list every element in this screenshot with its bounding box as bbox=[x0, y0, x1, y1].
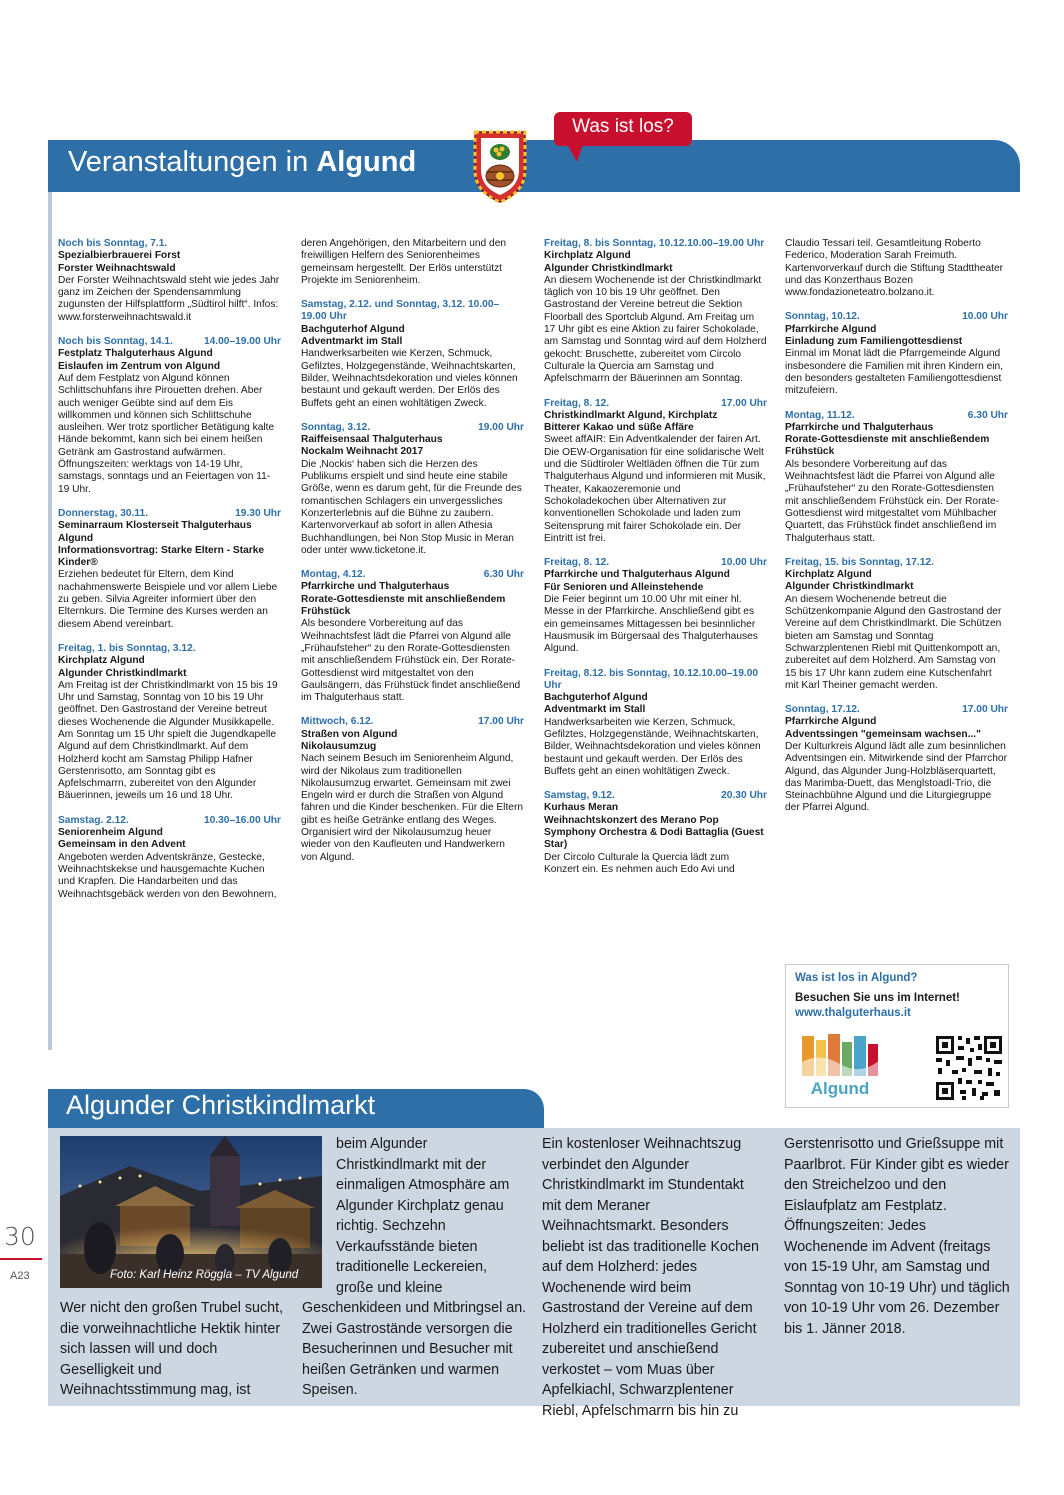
event-title: Eislaufen im Zentrum von Algund bbox=[58, 360, 221, 372]
event-title: Nikolausumzug bbox=[301, 740, 377, 752]
event-description: Am Freitag ist der Christkindlmarkt von 15 bis 19 Uhr und Samstag, Sonntag von 10 bis 19 Uhr geöffnet. Den Gastrostand der Vereine betreut dieses Wochenende die Algunder Musikkapelle. Am Sonntag um 15 Uhr spielt die Jugendkapelle Algund auf dem Christkindlmarkt. Auf dem Holzherd kocht am Samstag Philipp Hafner Gerstenrisotto, am Sonntag gibt es Apfelschmarrn, zubereitet von den Algunder Bäuerinnen, jeweils um 16 und 18 Uhr. bbox=[58, 679, 278, 802]
event-date-row bbox=[544, 668, 767, 693]
christkindlmarkt-photo bbox=[60, 1136, 322, 1288]
event-title: Adventmarkt im Stall bbox=[544, 704, 646, 716]
event-location: Pfarrkirche Algund bbox=[785, 323, 877, 335]
event-description: Der Kulturkreis Algund lädt alle zum besinnlichen Adventsingen ein. Mitwirkende sind der Pfarrchor Algund, das Algunder Jung-Holzbläserquartett, das Marimba-Duett, das Menglstoadl-Trio, die Steinachbühne Algund und die Liturgiegruppe der Pfarrei Algund. bbox=[785, 740, 1007, 814]
event-item bbox=[785, 311, 1008, 397]
event-description: Angeboten werden Adventskränze, Gestecke, Weihnachtskekse und hausgemachte Kuchen und Krapfen. Die Handarbeiten und das Weihnachtsgebäck werden von den Bewohnern, bbox=[58, 851, 277, 900]
event-item bbox=[301, 569, 524, 704]
event-date: Freitag, 8. 12. bbox=[544, 397, 610, 409]
event-item bbox=[58, 508, 281, 631]
article-text-col2-bottom: Geschenkideen und Mitbringsel an. Zwei Gastrostände versorgen die Besucherinnen und Besucher mit heißen Getränken und warmen Speisen. bbox=[302, 1300, 527, 1398]
event-date: Freitag, 15. bis Sonntag, 17.12. bbox=[785, 556, 934, 568]
event-description: Die Feier beginnt um 10.00 Uhr mit einer hl. Messe in der Pfarrkirche. Anschließend gibt es ein gemeinsames Mittagessen bei besinnlicher Hausmusik im Bürgersaal des Thalguterhauses Algund. bbox=[544, 594, 758, 655]
event-date-row bbox=[544, 557, 767, 569]
event-description: An diesem Wochenende betreut die Schützenkompanie Algund den Gastrostand der Vereine auf dem Christkindlmarkt. Die Schützen bieten am Samstag und Sonntag Schwarzplentenen Riebl mit Quittenkompott an, zubereitet auf dem Holzherd. Am Samstag von 15 bis 17 Uhr kann zudem eine Kutschenfahrt mit Karl Theiner gemacht werden. bbox=[785, 593, 1002, 691]
event-date-row bbox=[785, 410, 1008, 422]
event-time: 19.30 Uhr bbox=[235, 507, 281, 519]
algund-logo bbox=[800, 1032, 882, 1100]
event-date: Sonntag, 3.12. bbox=[301, 421, 371, 433]
event-description: Handwerksarbeiten wie Kerzen, Schmuck, Gefilztes, Holzgegenstände, Weihnachtskarten, Bilder, Weihnachtsdekoration und vieles können bestaunt und gekauft werden. Der Erlös des Buffets geht an einen wohltätigen Zweck. bbox=[301, 348, 518, 409]
speech-bubble-tail bbox=[567, 144, 583, 162]
event-date-row bbox=[58, 508, 281, 520]
event-location: Festplatz Thalguterhaus Algund bbox=[58, 348, 213, 360]
event-description: Claudio Tessari teil. Gesamtleitung Roberto Federico, Moderation Sarah Freimuth. Kartenvorverkauf durch die Stiftung Stadttheater und das Konzerthaus Bozen www.fondazioneteatro.bolzano.it. bbox=[785, 238, 1004, 299]
event-item bbox=[301, 299, 524, 410]
page-number: 30 bbox=[4, 1222, 36, 1251]
event-date-row bbox=[58, 336, 281, 348]
qr-code-icon[interactable] bbox=[934, 1034, 1004, 1102]
event-item bbox=[544, 398, 767, 546]
event-description: Erziehen bedeutet für Eltern, dem Kind nachahmenswerte Beispiele und vor allem Liebe zu geben. Silvia Agreiter informiert über den Elternkurs. Die Termine des Kurses werden an diesem Abend vereinbart. bbox=[58, 569, 278, 630]
event-description: deren Angehörigen, den Mitarbeitern und den freiwilligen Helfern des Seniorenheimes gemeinsam hergestellt. Der Erlös unterstützt Projekte im Seniorenheim. bbox=[301, 238, 507, 286]
event-item bbox=[785, 704, 1008, 815]
event-date-row bbox=[58, 815, 281, 827]
event-location: Pfarrkirche und Thalguterhaus bbox=[785, 421, 934, 433]
event-time: 10.00 Uhr bbox=[721, 557, 767, 569]
event-description: Der Circolo Culturale la Quercia lädt zum Konzert ein. Es nehmen auch Edo Avi und bbox=[544, 851, 735, 875]
photo-credit: Foto: Karl Heinz Röggla – TV Algund bbox=[110, 1269, 299, 1281]
event-location: Kirchplatz Algund bbox=[785, 569, 872, 581]
event-date-row bbox=[58, 238, 281, 250]
event-item bbox=[785, 410, 1008, 545]
event-location: Pfarrkirche und Thalguterhaus Algund bbox=[544, 569, 730, 581]
event-location: Pfarrkirche und Thalguterhaus bbox=[301, 581, 450, 593]
event-description: Nach seinem Besuch im Seniorenheim Algund, wird der Nikolaus zum traditionellen Nikolausumzug erwartet. Gemeinsam mit zwei Engeln wird er durch die Straßen von Algund fahren und die Kinder beschenken. Für die Eltern gibt es heiße Getränke entlang des Weges. Organisiert wird der Nikolausumzug heuer wieder von den Kaufleuten und Handwerkern von Algund. bbox=[301, 753, 524, 863]
event-date-row bbox=[544, 238, 767, 250]
event-title: Rorate-Gottesdienste mit anschließendem Frühstück bbox=[785, 434, 990, 458]
event-title: Algunder Christkindlmarkt bbox=[58, 667, 187, 679]
event-location: Spezialbierbrauerei Forst bbox=[58, 250, 181, 262]
article-text-col2-top: beim Algunder Christkindlmarkt mit der einmaligen Atmosphäre am Algunder Kirchplatz genau richtig. Sechzehn Verkaufsstände bieten traditionelle Leckereien, große und kleine bbox=[336, 1136, 510, 1296]
event-date: Montag, 4.12. bbox=[301, 569, 366, 581]
event-item bbox=[785, 238, 1008, 299]
event-date-row bbox=[785, 704, 1008, 716]
event-description: Als besondere Vorbereitung auf das Weihnachtsfest lädt die Pfarrei von Algund alle „Frühaufsteher“ zu den Rorate-Gottesdiensten mit anschließendem Frühstück ein. Der Rorate-Gottesdienst wird mitgestaltet von den Gaulsängern, das Frühstück findet anschließend im Thalguterhaus statt. bbox=[301, 618, 521, 704]
event-time: 6.30 Uhr bbox=[483, 569, 524, 581]
event-location: Kirchplatz Algund bbox=[58, 655, 145, 667]
event-date: Freitag, 8. bis Sonntag, 10.12.10.00–19.00 Uhr bbox=[544, 238, 765, 249]
event-item bbox=[58, 643, 281, 803]
event-location: Seniorenheim Algund bbox=[58, 827, 163, 839]
event-date: Samstag, 2.12. und Sonntag, 3.12. 10.00–19.00 Uhr bbox=[301, 299, 500, 323]
event-description: Auf dem Festplatz von Algund können Schlittschuhfans ihre Pirouetten drehen. Aber auch weniger Geübte sind auf dem Eis willkommen und können sich Schlittschuhe ausleihen. Wer trotz sportlicher Betätigung kalte Hände bekommt, kann sich bei einem heißen Getränk am Gastrostand aufwärmen. Öffnungszeiten: werktags von 14-19 Uhr, samstags, sonntags und an Feiertagen von 11-19 Uhr. bbox=[58, 372, 275, 495]
algund-crest-icon bbox=[467, 126, 533, 206]
event-title: Für Senioren und Alleinstehende bbox=[544, 581, 704, 593]
event-title: Informationsvortrag: Starke Eltern - Starke Kinder® bbox=[58, 544, 265, 569]
event-date: Sonntag, 17.12. bbox=[785, 704, 860, 716]
event-item bbox=[58, 336, 281, 496]
event-title: Bitterer Kakao und süße Affäre bbox=[544, 422, 694, 434]
event-description: An diesem Wochenende ist der Christkindlmarkt täglich von 10 bis 19 Uhr geöffnet. Den Gastrostand der Vereine betreut die Sektion Floorball des Sportclub Algund. Am Freitag um 17 Uhr gibt es eine Aktion zu fairer Schokolade, am Samstag und Sonntag wird auf dem Holzherd gekocht: Bruschette, zubereitet vom Circolo Culturale la Quercia am Samstag und Apfelschmarrn der Bäuerinnen am Sonntag. bbox=[544, 274, 767, 385]
event-title: Adventmarkt im Stall bbox=[301, 336, 403, 348]
event-description: Handwerksarbeiten wie Kerzen, Schmuck, Gefilztes, Holzgegenstände, Weihnachtskarten, Bilder, Weihnachtsdekoration und vieles können bestaunt und gekauft werden. Der Erlös des Buffets geht an einen wohltätigen Zweck. bbox=[544, 716, 761, 777]
event-time: 6.30 Uhr bbox=[967, 409, 1008, 421]
event-item bbox=[544, 238, 767, 386]
event-date-row bbox=[785, 557, 1008, 569]
event-item bbox=[58, 815, 281, 901]
event-date: Noch bis Sonntag, 14.1. bbox=[58, 336, 173, 348]
event-title: Rorate-Gottesdienste mit anschließendem Frühstück bbox=[301, 593, 506, 618]
event-time: 19.00 Uhr bbox=[478, 421, 524, 433]
event-date: Freitag, 1. bis Sonntag, 3.12. bbox=[58, 642, 196, 654]
logo-wordmark: Algund bbox=[810, 1079, 870, 1098]
event-time: 10.30–16.00 Uhr bbox=[203, 814, 281, 826]
event-time: 17.00 Uhr bbox=[721, 397, 767, 409]
event-date-row bbox=[785, 311, 1008, 323]
event-date: Samstag, 9.12. bbox=[544, 790, 615, 802]
event-column-4 bbox=[785, 238, 1008, 827]
event-date: Sonntag, 10.12. bbox=[785, 311, 860, 323]
event-date: Noch bis Sonntag, 7.1. bbox=[58, 238, 168, 249]
event-item bbox=[301, 422, 524, 557]
event-column-2 bbox=[301, 238, 524, 876]
event-title: Weihnachtskonzert des Merano Pop Symphony Orchestra & Dodi Battaglia (Guest Star) bbox=[544, 814, 764, 851]
event-title: Adventssingen "gemeinsam wachsen..." bbox=[785, 728, 981, 740]
page-number-rule bbox=[0, 1258, 42, 1260]
event-location: Christkindlmarkt Algund, Kirchplatz bbox=[544, 409, 718, 421]
event-date-row bbox=[58, 643, 281, 655]
event-date-row bbox=[544, 398, 767, 410]
event-description: Die ‚Nockis‘ haben sich die Herzen des Publikums erspielt und sind heute eine stabile Größe, wenn es darum geht, für die Freunde des romantischen Schlagers ein unvergessliches Konzerterlebnis auf die Bühne zu zaubern. Kartenvorverkauf ab sofort in allen Athesia Buchhandlungen, bei Non Stop Music in Meran oder unter www.ticketone.it. bbox=[301, 458, 522, 556]
event-date: Samstag. 2.12. bbox=[58, 814, 129, 826]
info-question: Was ist los in Algund? bbox=[795, 972, 918, 984]
event-description: Als besondere Vorbereitung auf das Weihnachtsfest lädt die Pfarrei von Algund alle „Frühaufsteher“ zu den Rorate-Gottesdiensten mit anschließendem Frühstück ein. Der Rorate-Gottesdienst wird mitgestaltet vom Mühlbacher Quartett, das Frühstück findet anschließend im Thalguterhaus statt. bbox=[785, 458, 1000, 544]
event-title: Gemeinsam in den Advent bbox=[58, 839, 186, 851]
speech-bubble-label: Was ist los? bbox=[572, 116, 674, 137]
event-date: Freitag, 8.12. bis Sonntag, 10.12.10.00–19.00 Uhr bbox=[544, 667, 759, 691]
event-date: Freitag, 8. 12. bbox=[544, 557, 610, 569]
page-title: Veranstaltungen in Algund bbox=[68, 146, 417, 178]
event-time: 10.00 Uhr bbox=[962, 311, 1008, 323]
event-time: 17.00 Uhr bbox=[962, 704, 1008, 716]
event-date-row bbox=[544, 790, 767, 802]
column-rule bbox=[48, 192, 52, 1050]
event-time: 20.30 Uhr bbox=[721, 790, 767, 802]
event-location: Raiffeisensaal Thalguterhaus bbox=[301, 434, 443, 446]
event-item bbox=[544, 668, 767, 779]
event-item bbox=[58, 238, 281, 324]
event-time: 17.00 Uhr bbox=[478, 716, 524, 728]
event-date-row bbox=[301, 299, 524, 324]
event-item bbox=[544, 557, 767, 655]
event-date: Mittwoch, 6.12. bbox=[301, 716, 374, 728]
event-item bbox=[301, 716, 524, 864]
event-description: Sweet affAIR: Ein Adventkalender der fairen Art. Die OEW-Organisation für eine solidarische Welt und die Südtiroler Weltläden öffnen die Tür zum Thalguterhaus Algund und informieren mit Musik, Theater, Kakaozeremonie und Schokoladekochen über Alternativen zur konventionellen Schokolade und laden zum Seitensprung mit fairer Schokolade ein. Der Eintritt ist frei. bbox=[544, 434, 766, 544]
event-item bbox=[785, 557, 1008, 692]
event-date: Montag, 11.12. bbox=[785, 409, 855, 421]
event-title: Forster Weihnachtswald bbox=[58, 262, 176, 274]
event-date-row bbox=[301, 569, 524, 581]
event-location: Kirchplatz Algund bbox=[544, 250, 631, 262]
event-title: Einladung zum Familiengottesdienst bbox=[785, 336, 963, 348]
event-time: 14.00–19.00 Uhr bbox=[203, 336, 281, 348]
event-column-1 bbox=[58, 238, 281, 913]
page-code: A23 bbox=[10, 1270, 30, 1282]
event-date: Donnerstag, 30.11. bbox=[58, 507, 149, 519]
event-description: Der Forster Weihnachtswald steht wie jedes Jahr ganz im Zeichen der Spendensammlung zugunsten der Hilfsplattform „Südtirol hilft“. Infos: www.forsterweihnachtswald.it bbox=[58, 274, 280, 323]
event-location: Bachguterhof Algund bbox=[301, 323, 405, 335]
event-location: Straßen von Algund bbox=[301, 728, 398, 740]
event-title: Nockalm Weihnacht 2017 bbox=[301, 446, 424, 458]
event-description: Einmal im Monat lädt die Pfarrgemeinde Algund insbesondere die Familien mit ihren Kindern ein, den besonders gestalteten Familiengottesdienst mitzufeiern. bbox=[785, 348, 1004, 397]
event-title: Algunder Christkindlmarkt bbox=[785, 581, 914, 593]
event-column-3 bbox=[544, 238, 767, 888]
event-item bbox=[301, 238, 524, 287]
event-date-row bbox=[301, 716, 524, 728]
article-text-col4: Gerstenrisotto und Grießsuppe mit Paarlbrot. Für Kinder gibt es wieder den Streichelzoo und den Eislaufplatz am Festplatz. Öffnungszeiten: Jedes Wochenende im Advent (freitags von 15-19 Uhr, am Samstag und Sonntag von 10-19 Uhr) und täglich von 10-19 Uhr vom 26. Dezember bis 1. Jänner 2018. bbox=[784, 1136, 1010, 1337]
article-text-col3: Ein kostenloser Weihnachtszug verbindet den Algunder Christkindlmarkt im Stundentakt mit dem Meraner Weihnachtsmarkt. Besonders beliebt ist das traditionelle Kochen auf dem Holzherd: jedes Wochenende wird beim Gastrostand der Vereine auf dem Holzherd ein traditionelles Gericht zubereitet und anschießend verkostet – vom Muas über Apfelkiachl, Schwarzplentener Riebl, Apfelschmarrn bis hin zu bbox=[542, 1136, 759, 1419]
event-location: Seminarraum Klosterseit Thalguterhaus Algund bbox=[58, 520, 252, 544]
info-url-link[interactable]: www.thalguterhaus.it bbox=[795, 1007, 911, 1019]
info-visit-text: Besuchen Sie uns im Internet! bbox=[795, 992, 960, 1004]
event-location: Pfarrkirche Algund bbox=[785, 716, 877, 728]
event-item bbox=[544, 790, 767, 876]
article-text-col1: Wer nicht den großen Trubel sucht, die vorweihnachtliche Hektik hinter sich lassen will und doch Geselligkeit und Weihnachtsstimmung mag, ist bbox=[60, 1300, 284, 1398]
event-location: Kurhaus Meran bbox=[544, 802, 619, 814]
event-date-row bbox=[301, 422, 524, 434]
event-location: Bachguterhof Algund bbox=[544, 692, 648, 704]
section-title: Algunder Christkindlmarkt bbox=[66, 1090, 376, 1120]
event-title: Algunder Christkindlmarkt bbox=[544, 262, 673, 274]
